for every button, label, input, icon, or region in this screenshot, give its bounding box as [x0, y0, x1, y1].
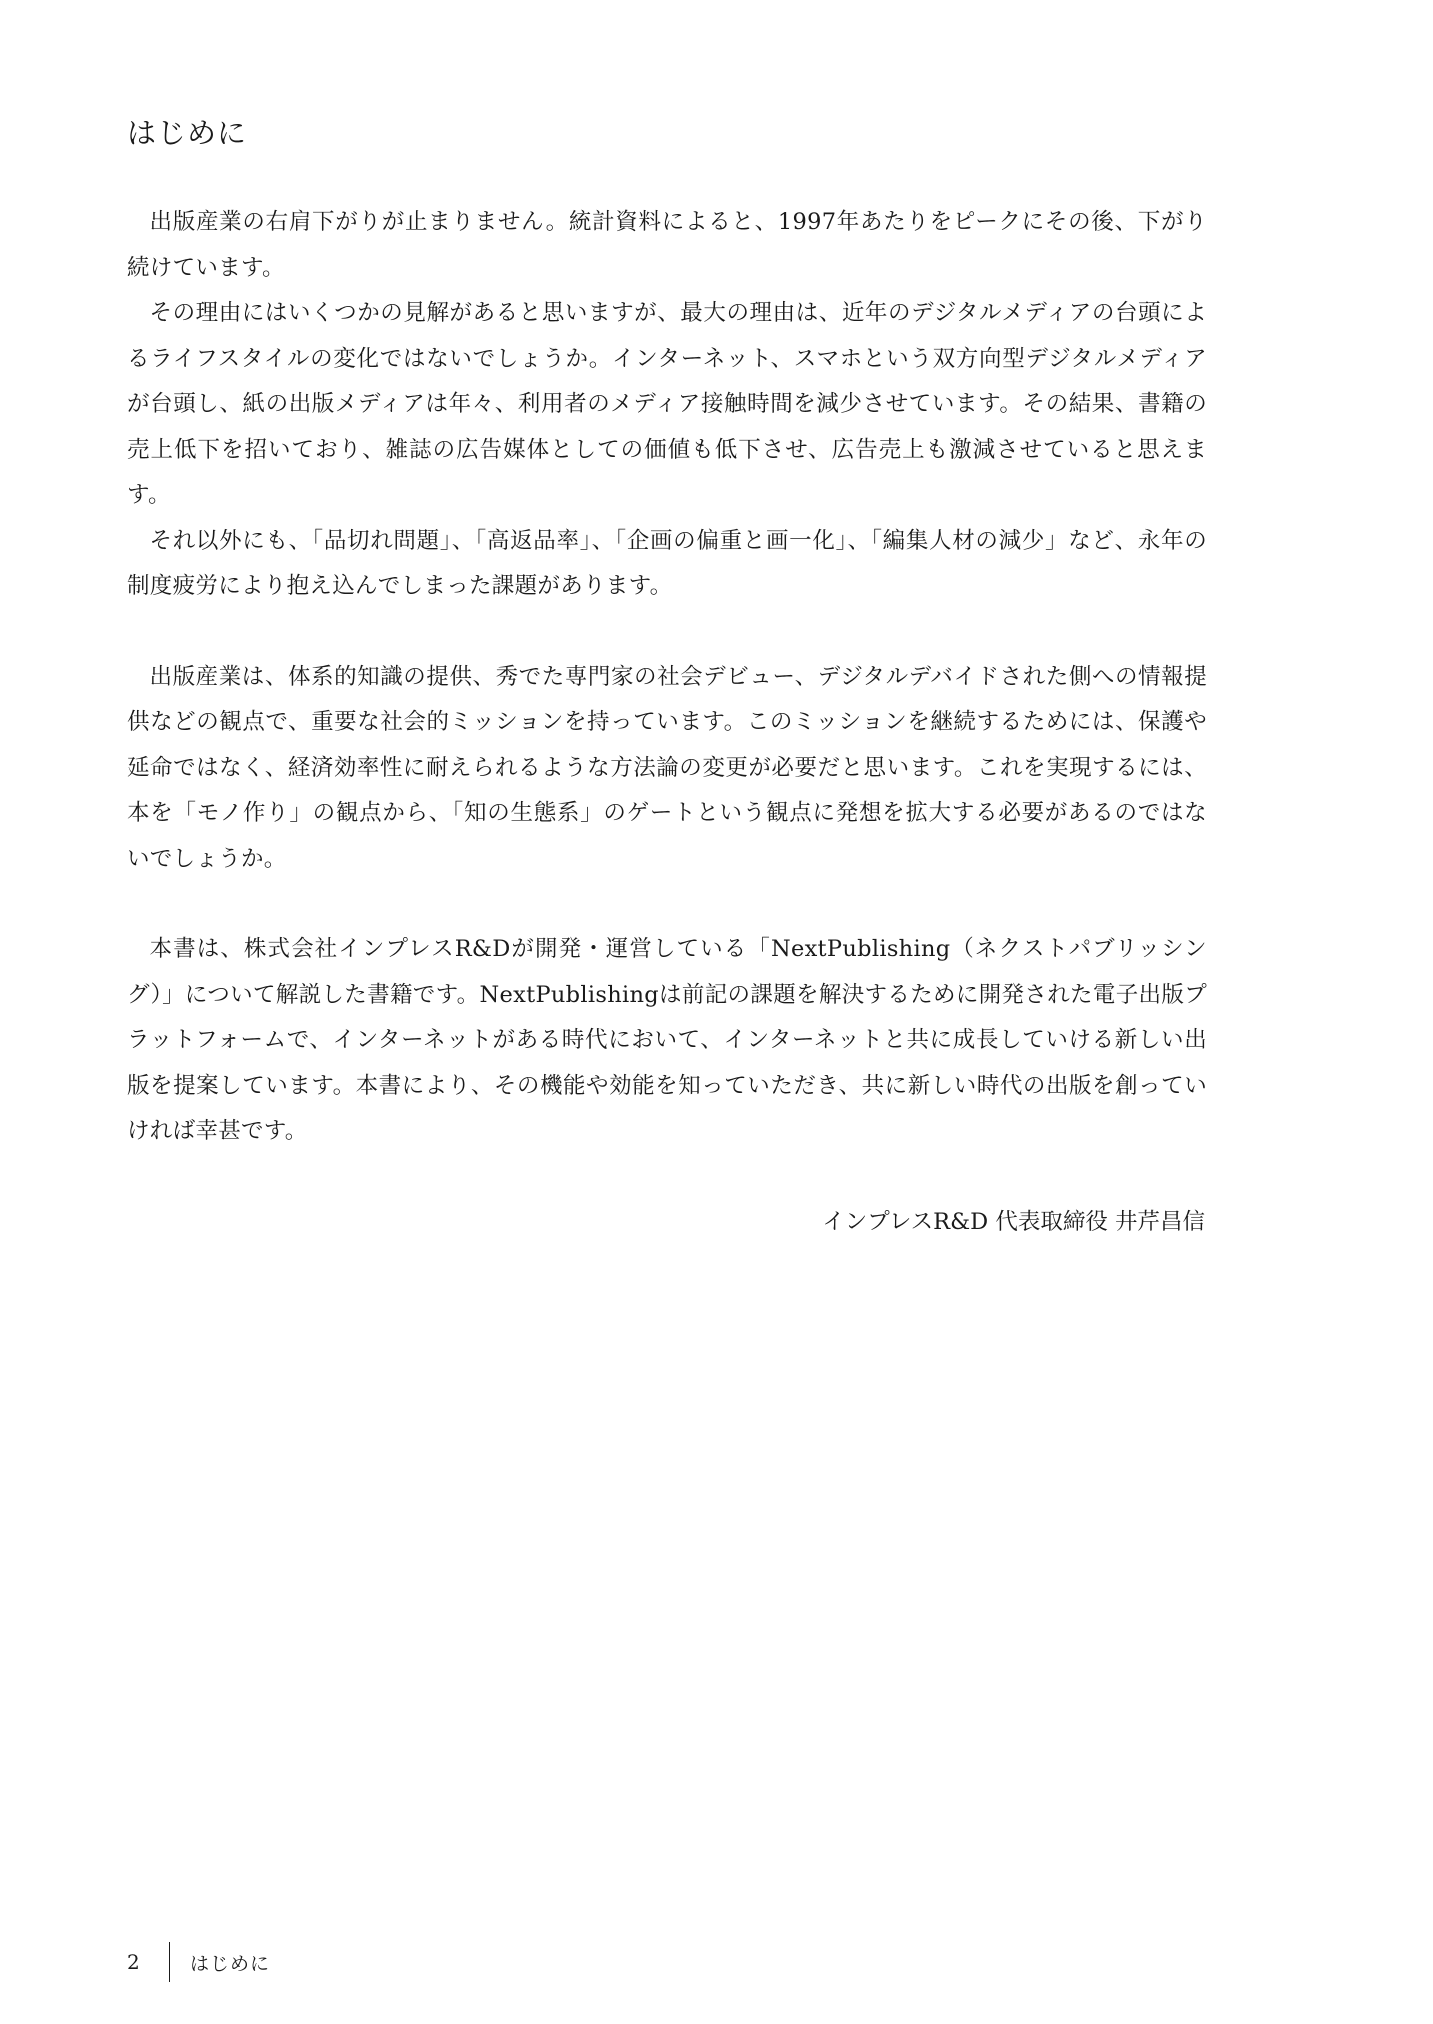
running-head: はじめに [190, 1952, 271, 1975]
footer-divider [169, 1942, 170, 1982]
paragraph-spacer [127, 610, 1207, 655]
paragraph-1: 出版産業の右肩下がりが止まりません。統計資料によると、1997年あたりをピークにその後、下がり続けています。 [127, 209, 1207, 281]
paragraph-2: その理由にはいくつかの見解があると思いますが、最大の理由は、近年のデジタルメディアの台頭によるライフスタイルの変化ではないでしょうか。インターネット、スマホという双方向型デジタルメディアが台頭し、紙の出版メディアは年々、利用者のメディア接触時間を減少させています。その結果、書籍の売上低下を招いており、雑誌の広告媒体としての価値も低下させ、広告売上も激減させていると思えます。 [127, 300, 1207, 508]
paragraph-4: 出版産業は、体系的知識の提供、秀でた専門家の社会デビュー、デジタルデバイドされた側への情報提供などの観点で、重要な社会的ミッションを持っています。このミッションを継続するためには、保護や延命ではなく、経済効率性に耐えられるような方法論の変更が必要だと思います。これを実現するには、本を「モノ作り」の観点から、「知の生態系」のゲートという観点に発想を拡大する必要があるのではないでしょうか。 [127, 663, 1207, 872]
page-footer [127, 1942, 270, 1982]
chapter-heading: はじめに [127, 116, 248, 150]
page-number: 2 [127, 1950, 140, 1974]
paragraph-spacer [127, 882, 1207, 927]
paragraph-3: それ以外にも、「品切れ問題」、「高返品率」、「企画の偏重と画一化」、「編集人材の減少」など、永年の制度疲労により抱え込んでしまった課題があります。 [127, 527, 1207, 599]
paragraph-5: 本書は、株式会社インプレスR&Dが開発・運営している「NextPublishing（ネクストパブリッシング）」について解説した書籍です。NextPublishingは前記の課題を解決するために開発された電子出版プラットフォームで、インターネットがある時代において、インターネットと共に成長していける新しい出版を提案しています。本書により、その機能や効能を知っていただき、共に新しい時代の出版を創っていければ幸甚です。 [127, 936, 1207, 1144]
author-signature: インプレスR&D 代表取締役 井芹昌信 [822, 1208, 1205, 1235]
body-text [127, 200, 1207, 1245]
